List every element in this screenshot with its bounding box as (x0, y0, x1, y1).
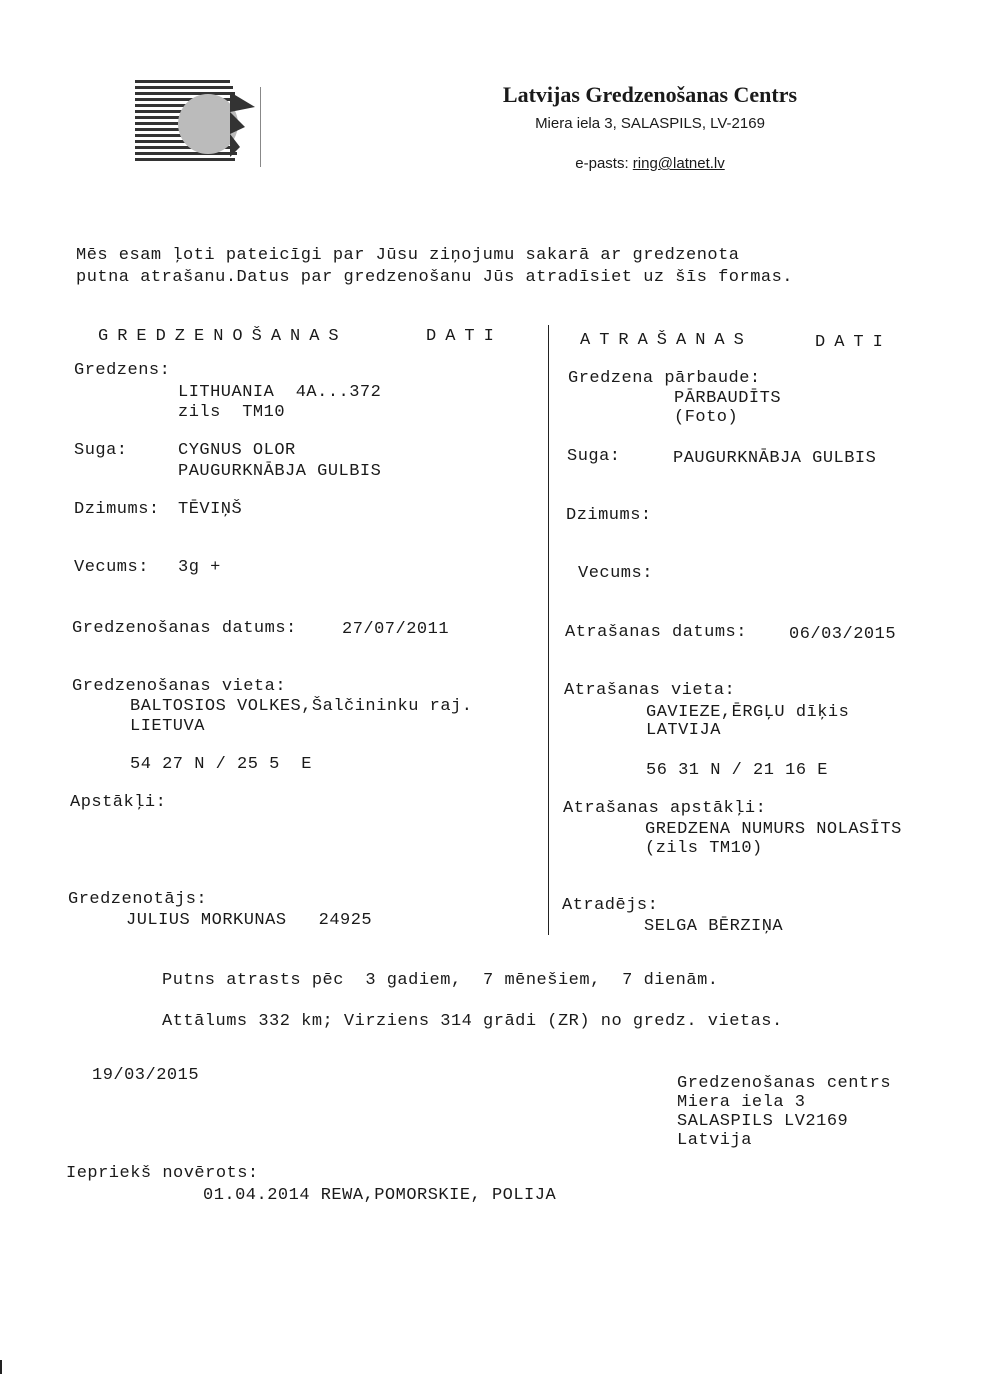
finding-coordinates: 56 31 N / 21 16 E (646, 761, 828, 780)
sex-value: TĒVIŅŠ (178, 500, 243, 519)
finding-species-label: Suga: (567, 447, 621, 466)
finding-sex-label: Dzimums: (566, 506, 652, 525)
ring-label: Gredzens: (74, 361, 171, 380)
center-logo (130, 72, 275, 182)
ringer-value: JULIUS MORKUNAS 24925 (126, 911, 373, 930)
finding-circumstances-label: Atrašanas apstākļi: (563, 799, 767, 818)
ring-line-2: zils TM10 (178, 403, 286, 422)
species-label: Suga: (74, 441, 128, 460)
finding-circumstances-line-2: (zils TM10) (645, 839, 763, 858)
intro-line-1: Mēs esam ļoti pateicīgi par Jūsu ziņojumu sakarā ar gredzenota (76, 246, 740, 265)
previous-observation-value: 01.04.2014 REWA,POMORSKIE, POLIJA (203, 1186, 557, 1205)
ring-check-label: Gredzena pārbaude: (568, 369, 761, 388)
center-address-line-4: Latvija (677, 1131, 752, 1150)
species-line-2: PAUGURKNĀBJA GULBIS (178, 462, 382, 481)
center-address-line-1: Gredzenošanas centrs (677, 1074, 892, 1093)
finding-date-value: 06/03/2015 (789, 625, 897, 644)
previous-observation-label: Iepriekš novērots: (66, 1164, 259, 1183)
ring-line-1: LITHUANIA 4A...372 (178, 383, 382, 402)
ringer-label: Gredzenotājs: (68, 890, 208, 909)
ringing-place-label: Gredzenošanas vieta: (72, 677, 287, 696)
finding-age-label: Vecums: (578, 564, 653, 583)
center-address-line-2: Miera iela 3 (677, 1093, 806, 1112)
finding-circumstances-line-1: GREDZENA NUMURS NOLASĪTS (645, 820, 902, 839)
finding-place-label: Atrašanas vieta: (564, 681, 736, 700)
ringing-place-line-1: BALTOSIOS VOLKES,Šalčininku raj. (130, 697, 473, 716)
finding-species-value: PAUGURKNĀBJA GULBIS (673, 449, 877, 468)
intro-line-2: putna atrašanu.Datus par gredzenošanu Jūs atradīsiet uz šīs formas. (76, 268, 794, 287)
ring-check-line-2: (Foto) (674, 408, 739, 427)
organization-address: Miera iela 3, SALASPILS, LV-2169 (535, 115, 765, 132)
email-link[interactable]: ring@latnet.lv (632, 155, 725, 172)
finding-heading-right: DATI (815, 333, 892, 352)
ringing-place-line-2: LIETUVA (130, 717, 205, 736)
sex-label: Dzimums: (74, 500, 160, 519)
finding-date-label: Atrašanas datums: (565, 623, 747, 642)
distance-direction: Attālums 332 km; Virziens 314 grādi (ZR) no gredz. vietas. (162, 1012, 783, 1031)
ringing-coordinates: 54 27 N / 25 5 E (130, 755, 312, 774)
finding-place-line-2: LATVIJA (646, 721, 721, 740)
finder-value: SELGA BĒRZIŅA (644, 917, 784, 936)
finder-label: Atradējs: (562, 896, 659, 915)
document-date: 19/03/2015 (92, 1066, 200, 1085)
ring-check-line-1: PĀRBAUDĪTS (674, 389, 782, 408)
column-divider (548, 325, 549, 935)
organization-title: Latvijas Gredzenošanas Centrs (502, 82, 798, 107)
ringing-date-label: Gredzenošanas datums: (72, 619, 297, 638)
ringing-date-value: 27/07/2011 (342, 620, 450, 639)
finding-heading-left: ATRAŠANAS (580, 331, 753, 350)
center-address-line-3: SALASPILS LV2169 (677, 1112, 849, 1131)
email-label: e-pasts: (575, 155, 629, 172)
ringing-heading-left: GREDZENOŠANAS (98, 327, 348, 346)
ringing-heading-right: DATI (426, 327, 503, 346)
age-value: 3g + (178, 558, 221, 577)
species-line-1: CYGNUS OLOR (178, 441, 296, 460)
email-line (440, 155, 860, 172)
ringing-circumstances-label: Apstākļi: (70, 793, 167, 812)
scan-edge-mark (0, 1360, 2, 1374)
age-label: Vecums: (74, 558, 149, 577)
finding-place-line-1: GAVIEZE,ĒRGĻU dīķis (646, 703, 850, 722)
elapsed-time: Putns atrasts pēc 3 gadiem, 7 mēnešiem, 7 dienām. (162, 971, 719, 990)
